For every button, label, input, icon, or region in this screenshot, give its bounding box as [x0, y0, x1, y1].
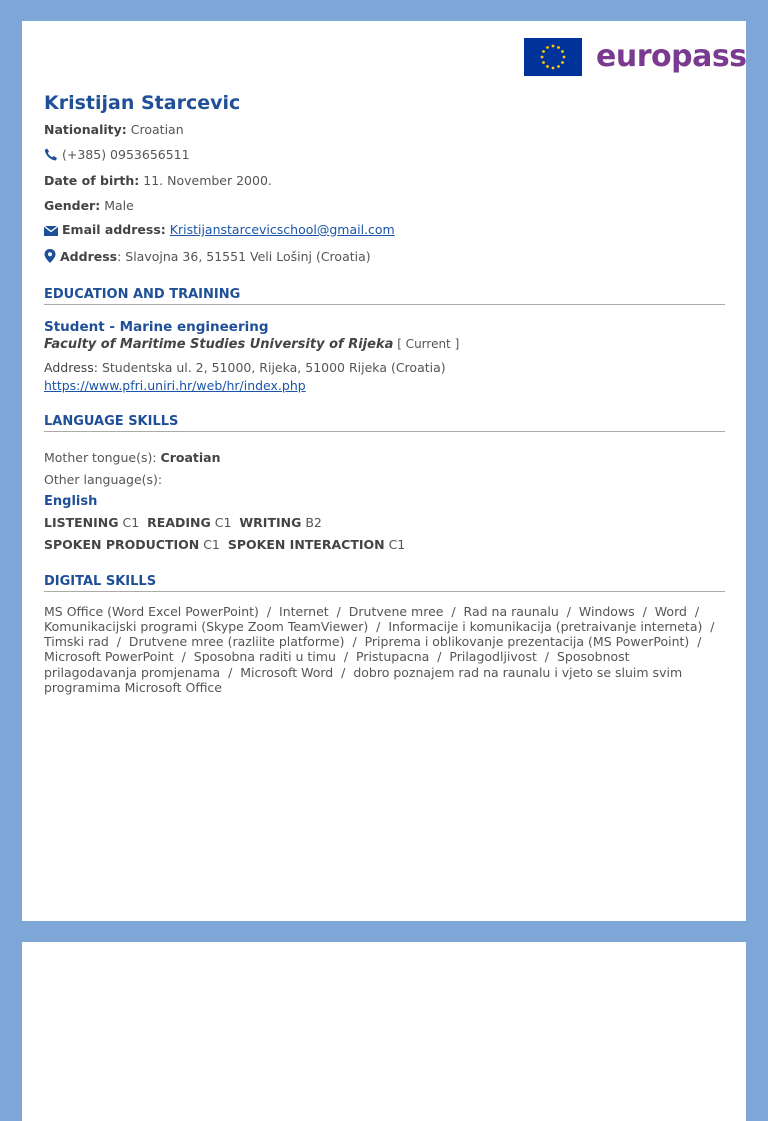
reading-label: READING	[147, 514, 211, 530]
dob-row	[44, 173, 725, 189]
mother-tongue-value: Croatian	[160, 449, 221, 465]
education-title: Student - Marine engineering	[44, 318, 269, 335]
email-link[interactable]: Kristijanstarcevicschool@gmail.com	[169, 222, 395, 237]
digital-skills-list: MS Office (Word Excel PowerPoint) / Internet / Drutvene mree / Rad na raunalu / Windows / Word / Komunikacijski programi (Skype Zoom TeamViewer) / Informacije i komunikacija (pretraivanje interneta) / Timski rad / Drutvene mree (razliite platforme) / Priprema i oblikovanje prezentacija (MS PowerPoint) / Microsoft PowerPoint / Sposobna raditi u timu / Pristupacna / Prilagodljivost / Sposobnost prilagodavanja promjenama / Microsoft Word / dobro poznajem rad na raunalu i vjeto se sluim svim programima Microsoft Office	[44, 603, 723, 695]
mother-tongue-row	[44, 450, 725, 466]
spoken-production-label: SPOKEN PRODUCTION	[44, 536, 200, 552]
dob-value: 11. November 2000.	[143, 173, 272, 188]
envelope-icon	[44, 224, 58, 240]
language-levels-row-2	[44, 537, 725, 553]
reading-level: C1	[214, 514, 232, 530]
logo-text: europass	[596, 39, 747, 74]
email-label: Email address:	[62, 222, 166, 237]
phone-value: (+385) 0953656511	[62, 146, 190, 162]
dob-label: Date of birth:	[44, 173, 140, 188]
nationality-value: Croatian	[130, 122, 184, 137]
phone-icon	[44, 148, 58, 165]
listening-label: LISTENING	[44, 514, 119, 530]
eu-flag-icon	[524, 38, 582, 76]
cv-content	[44, 92, 725, 695]
gender-value: Male	[104, 197, 134, 213]
nationality-label: Nationality:	[44, 122, 127, 137]
education-institution-row	[44, 336, 725, 353]
education-url-link[interactable]: https://www.pfri.uniri.hr/web/hr/index.php	[44, 377, 306, 393]
address-label: Address	[60, 248, 118, 264]
phone-row	[44, 147, 725, 165]
writing-level: B2	[305, 514, 322, 530]
education-address-label: Address:	[44, 359, 98, 375]
location-pin-icon	[44, 249, 56, 267]
gender-label: Gender:	[44, 197, 101, 213]
mother-tongue-label: Mother tongue(s):	[44, 449, 157, 465]
spoken-interaction-level: C1	[388, 536, 406, 552]
education-heading: EDUCATION AND TRAINING	[44, 286, 725, 305]
language-name: English	[44, 493, 98, 509]
email-row	[44, 222, 725, 240]
spoken-interaction-label: SPOKEN INTERACTION	[227, 536, 385, 552]
person-name: Kristijan Starcevic	[44, 92, 241, 114]
education-url-row	[44, 377, 725, 395]
next-page	[22, 942, 746, 1004]
education-status: [ Current ]	[393, 336, 460, 351]
digital-heading: DIGITAL SKILLS	[44, 573, 725, 592]
address-value: : Slavojna 36, 51551 Veli Lošinj (Croatia)	[117, 248, 371, 264]
education-institution: Faculty of Maritime Studies University of Rijeka	[44, 336, 394, 352]
language-heading: LANGUAGE SKILLS	[44, 413, 725, 432]
gender-row	[44, 198, 725, 214]
other-languages-label: Other language(s):	[44, 471, 163, 487]
language-levels-row-1	[44, 515, 725, 531]
education-address-row	[44, 359, 725, 377]
listening-level: C1	[122, 514, 140, 530]
education-address: Studentska ul. 2, 51000, Rijeka, 51000 Rijeka (Croatia)	[98, 359, 446, 375]
europass-logo	[524, 38, 747, 76]
nationality-row	[44, 122, 725, 138]
address-row	[44, 249, 725, 267]
spoken-production-level: C1	[203, 536, 220, 552]
page-gap	[0, 921, 768, 942]
writing-label: WRITING	[239, 514, 302, 530]
